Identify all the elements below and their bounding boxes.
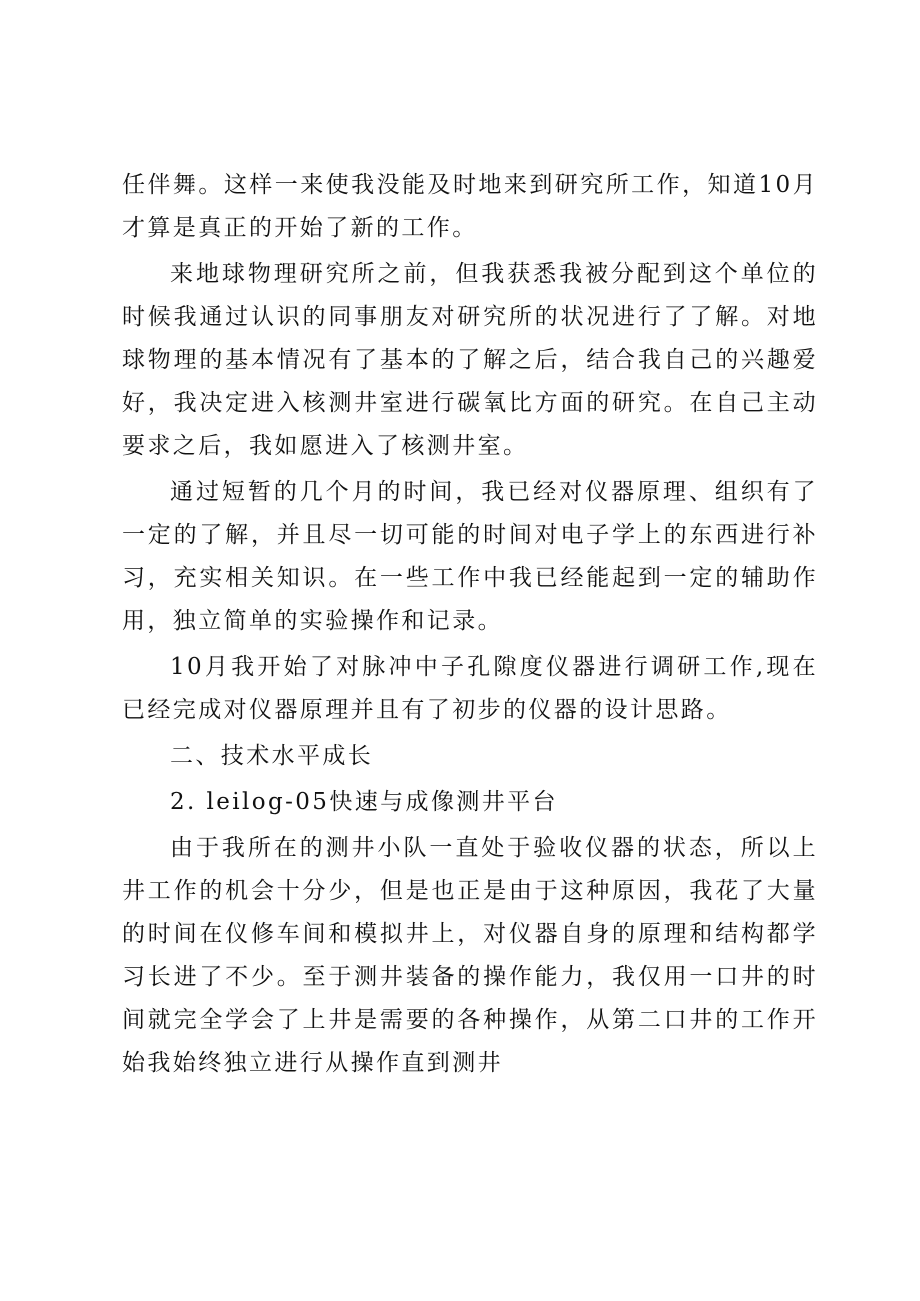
paragraph-4: 10月我开始了对脉冲中子孔隙度仪器进行调研工作,现在已经完成对仪器原理并且有了初步的仪器的设计思路。 bbox=[122, 654, 818, 723]
document-body bbox=[122, 164, 818, 1088]
paragraph-1: 任伴舞。这样一来使我没能及时地来到研究所工作，知道10月才算是真正的开始了新的工作。 bbox=[122, 172, 818, 241]
section-heading: 二、技术水平成长 bbox=[170, 743, 374, 769]
paragraph-3: 通过短暂的几个月的时间，我已经对仪器原理、组织有了一定的了解，并且尽一切可能的时间对电子学上的东西进行补习，充实相关知识。在一些工作中我已经能起到一定的辅助作用，独立简单的实验操作和记录。 bbox=[122, 479, 818, 634]
paragraph-7: 由于我所在的测井小队一直处于验收仪器的状态，所以上井工作的机会十分少，但是也正是由于这种原因，我花了大量的时间在仪修车间和模拟井上，对仪器自身的原理和结构都学习长进了不少。至于测井装备的操作能力，我仅用一口井的时间就完全学会了上井是需要的各种操作，从第二口井的工作开始我始终独立进行从操作直到测井 bbox=[122, 835, 818, 1076]
subsection-heading: 2. leilog-05快速与成像测井平台 bbox=[170, 789, 558, 815]
paragraph-2: 来地球物理研究所之前，但我获悉我被分配到这个单位的时候我通过认识的同事朋友对研究所的状况进行了了解。对地球物理的基本情况有了基本的了解之后，结合我自己的兴趣爱好，我决定进入核测井室进行碳氧比方面的研究。在自己主动要求之后，我如愿进入了核测井室。 bbox=[122, 261, 818, 459]
